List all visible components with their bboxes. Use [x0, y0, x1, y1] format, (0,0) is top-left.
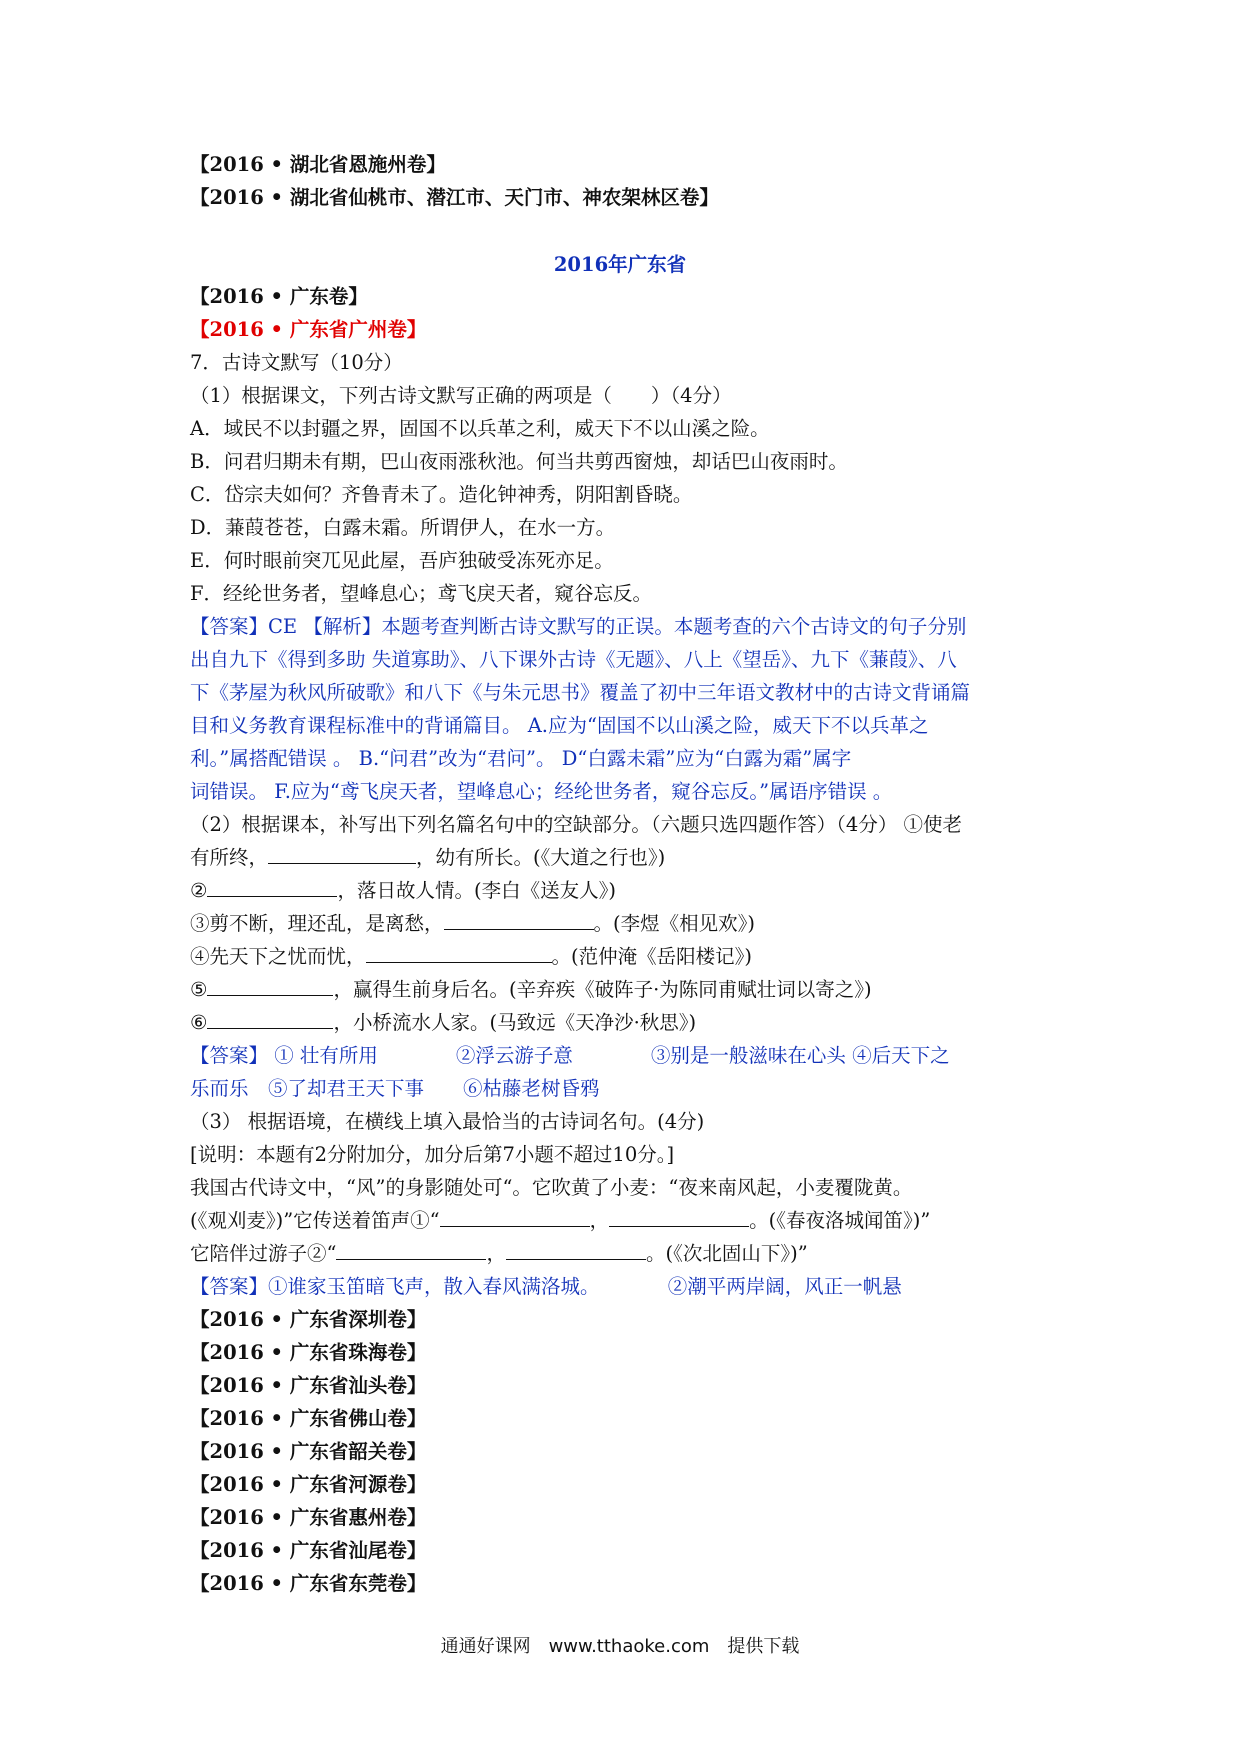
question-prompt: （3） 根据语境，在横线上填入最恰当的古诗词名句。(4分)	[190, 1110, 705, 1133]
option-a: A．域民不以封疆之界，固国不以兵革之利，威天下不以山溪之险。	[190, 417, 770, 440]
answer-line: 【答案】①谁家玉笛暗飞声，散入春风满洛城。 ②潮平两岸阔，风正一帆悬	[190, 1275, 902, 1298]
answer-line: 【答案】 ① 壮有所用 ②浮云游子意 ③别是一般滋味在心头 ④后天下之	[190, 1044, 950, 1067]
fill-item: (《观刈麦》)”它传送着笛声①“ ， 。(《春夜洛城闻笛》)”	[190, 1204, 1070, 1237]
answer-line: 利。”属搭配错误 。 B.“问君”改为“君问”。 D“白露未霜”应为“白露为霜”属字	[190, 747, 852, 770]
answer-line: 乐而乐 ⑤了却君王天下事 ⑥枯藤老树昏鸦	[190, 1077, 600, 1100]
fill-item: ⑤ ，赢得生前身后名。(辛弃疾《破阵子·为陈同甫赋壮词以寄之》)	[190, 973, 1070, 1006]
question-prompt: （1）根据课文，下列古诗文默写正确的两项是（ ）（4分）	[190, 384, 732, 407]
fill-item: 它陪伴过游子②“ ， 。(《次北固山下》)”	[190, 1237, 1070, 1270]
blank-line	[440, 1206, 590, 1227]
answer-line: 【答案】CE 【解析】本题考查判断古诗文默写的正误。本题考查的六个古诗文的句子分别	[190, 615, 967, 638]
blank-line	[609, 1206, 749, 1227]
question-title: 7．古诗文默写（10分）	[190, 351, 403, 374]
section-header-highlighted: 【2016 • 广东省广州卷】	[190, 318, 427, 341]
section-title: 2016年广东省	[553, 253, 687, 276]
blank-line	[444, 909, 594, 930]
answer-line: 词错误。 F.应为“鸢飞戾天者，望峰息心；经纶世务者，窥谷忘反。”属语序错误 。	[190, 780, 893, 803]
option-b: B．问君归期未有期，巴山夜雨涨秋池。何当共剪西窗烛，却话巴山夜雨时。	[190, 450, 848, 473]
section-header: 【2016 • 广东省东莞卷】	[190, 1572, 427, 1595]
page-footer: 通通好课网 www.tthaoke.com 提供下载	[440, 1636, 800, 1657]
fill-item: ⑥ ，小桥流水人家。(马致远《天净沙·秋思》)	[190, 1006, 1070, 1039]
section-header: 【2016 • 湖北省仙桃市、潜江市、天门市、神农架林区卷】	[190, 186, 719, 209]
option-d: D．蒹葭苍苍，白露未霜。所谓伊人，在水一方。	[190, 516, 616, 539]
section-header: 【2016 • 湖北省恩施州卷】	[190, 153, 446, 176]
section-header: 【2016 • 广东省韶关卷】	[190, 1440, 427, 1463]
fill-item: ④先天下之忧而忧， 。(范仲淹《岳阳楼记》)	[190, 940, 1070, 973]
section-header: 【2016 • 广东省惠州卷】	[190, 1506, 427, 1529]
blank-line	[207, 975, 333, 996]
question-prompt: （2）根据课本，补写出下列名篇名句中的空缺部分。（六题只选四题作答）（4分） ①使老	[190, 813, 963, 836]
blank-line	[207, 1008, 333, 1029]
section-header: 【2016 • 广东省深圳卷】	[190, 1308, 427, 1331]
section-header: 【2016 • 广东省佛山卷】	[190, 1407, 427, 1430]
section-header: 【2016 • 广东省汕头卷】	[190, 1374, 427, 1397]
option-c: C．岱宗夫如何？齐鲁青未了。造化钟神秀，阴阳割昏晓。	[190, 483, 693, 506]
question-note: [说明：本题有2分附加分，加分后第7小题不超过10分。]	[190, 1143, 675, 1166]
answer-line: 出自九下《得到多助 失道寡助》、八下课外古诗《无题》、八上《望岳》、九下《蒹葭》、八	[190, 648, 957, 671]
section-header: 【2016 • 广东省河源卷】	[190, 1473, 427, 1496]
option-f: F．经纶世务者，望峰息心；鸢飞戾天者，窥谷忘反。	[190, 582, 653, 605]
option-e: E．何时眼前突兀见此屋，吾庐独破受冻死亦足。	[190, 549, 614, 572]
blank-line	[366, 942, 552, 963]
blank-line	[336, 1239, 486, 1260]
answer-line: 目和义务教育课程标准中的背诵篇目。 A.应为“固国不以山溪之险，威天下不以兵革之	[190, 714, 929, 737]
answer-line: 下《茅屋为秋风所破歌》和八下《与朱元思书》覆盖了初中三年语文教材中的古诗文背诵篇	[190, 681, 971, 704]
blank-line	[506, 1239, 646, 1260]
fill-item: 有所终， ，幼有所长。(《大道之行也》)	[190, 841, 1070, 874]
question-text: 我国古代诗文中，“风”的身影随处可“。它吹黄了小麦：“夜来南风起，小麦覆陇黄。	[190, 1176, 913, 1199]
fill-item: ③剪不断，理还乱，是离愁， 。(李煜《相见欢》)	[190, 907, 1070, 940]
document-body	[190, 148, 1070, 1600]
blank-line	[207, 876, 337, 897]
blank-line	[268, 843, 416, 864]
section-header: 【2016 • 广东卷】	[190, 285, 368, 308]
fill-item: ② ，落日故人情。(李白《送友人》)	[190, 874, 1070, 907]
section-header: 【2016 • 广东省汕尾卷】	[190, 1539, 427, 1562]
section-header: 【2016 • 广东省珠海卷】	[190, 1341, 427, 1364]
